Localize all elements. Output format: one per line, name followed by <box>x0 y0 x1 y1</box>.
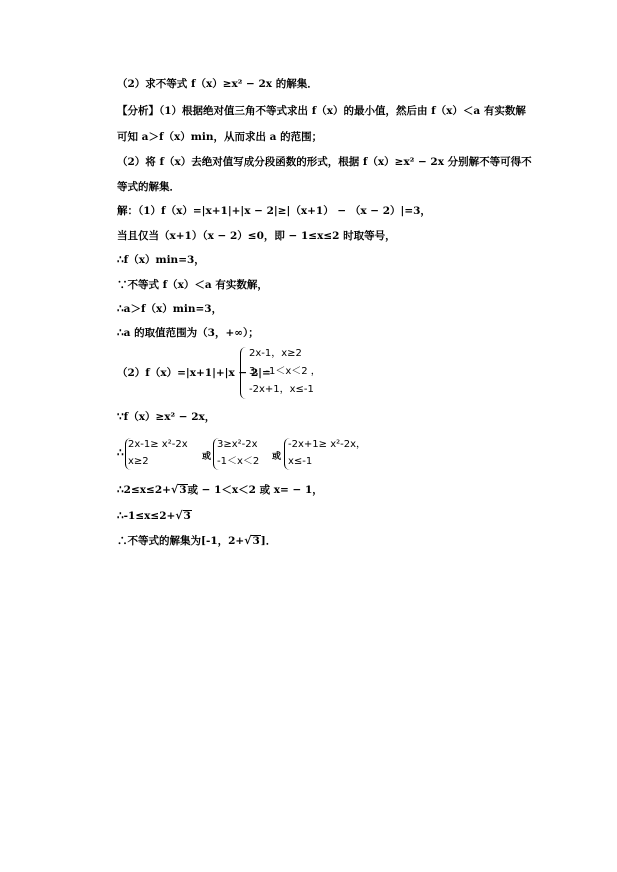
piecewise-case-1: 2x-1，x≥2 <box>249 348 302 359</box>
solution-line-3: ∴f（x）min=3， <box>117 254 205 266</box>
analysis-line-3: （2）将 f（x）去绝对值写成分段函数的形式，根据 f（x）≥x² − 2x 分别解不等可得不 <box>117 156 532 168</box>
piecewise-case-3: -2x+1，x≤-1 <box>249 384 314 395</box>
or-1: 或 <box>202 452 212 462</box>
solution-line-2: 当且仅当（x+1）（x − 2）≤0，即 − 1≤x≤2 时取等号， <box>117 230 396 242</box>
system-3: -2x+1≥ x²-2x， x≤-1 <box>288 439 367 467</box>
systems-prefix: ∴ <box>117 447 124 459</box>
analysis-line-4: 等式的解集． <box>117 181 180 193</box>
sqrt-3: 3 <box>179 484 187 496</box>
piecewise-cases <box>249 347 321 396</box>
system-2: 3≥x²-2x -1＜x＜2 <box>217 439 260 467</box>
solution-line-1: 解：（1）f（x）=|x+1|+|x − 2|≥|（x+1） − （x − 2）|=3， <box>117 205 431 217</box>
or-2: 或 <box>272 452 282 462</box>
piecewise-case-2: 3，-1＜x＜2 ， <box>249 366 321 377</box>
solution-line-6: ∴a 的取值范围为（3，+∞）； <box>117 327 259 339</box>
analysis-tag: 【分析】 <box>117 105 159 117</box>
analysis-line-2: 可知 a＞f（x）min，从而求出 a 的范围； <box>117 131 323 143</box>
piecewise-prefix: （2）f（x）=|x+1|+|x − 2|= <box>117 367 271 379</box>
piecewise-brace <box>240 347 247 399</box>
solution-line-9: ∴-1≤x≤2+√3 <box>117 509 191 522</box>
solution-line-5: ∴a＞f（x）min=3， <box>117 303 223 315</box>
question-2: （2）求不等式 f（x）≥x² − 2x 的解集． <box>117 78 318 90</box>
solution-line-4: ∵不等式 f（x）＜a 有实数解， <box>117 279 268 291</box>
solution-line-8: ∴2≤x≤2+√3或 − 1＜x＜2 或 x= − 1， <box>117 483 323 496</box>
solution-line-10: ∴不等式的解集为[-1，2+√3]． <box>117 534 277 547</box>
analysis-line-1: 【分析】（1）根据绝对值三角不等式求出 f（x）的最小值，然后由 f（x）＜a 有实数解 <box>117 105 526 117</box>
sqrt-3: 3 <box>183 510 191 522</box>
solution-line-7: ∵f（x）≥x² − 2x， <box>117 411 216 423</box>
system-1: 2x-1≥ x²-2x x≥2 <box>128 439 188 467</box>
sqrt-3: 3 <box>252 535 260 547</box>
